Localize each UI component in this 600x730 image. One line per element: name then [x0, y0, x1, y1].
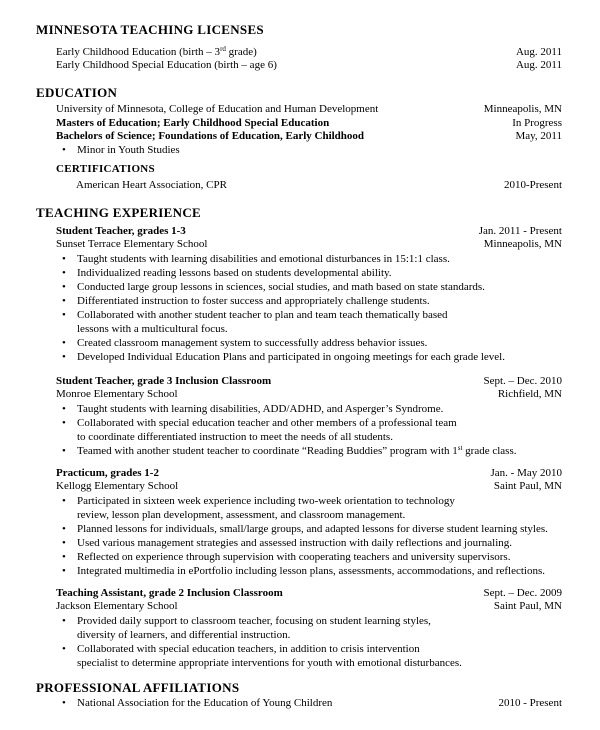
education-bachelors-row: Bachelors of Science; Foundations of Education, Early Childhood May, 2011: [56, 130, 562, 142]
job-title-row: Student Teacher, grades 1-3 Jan. 2011 - Present: [56, 225, 562, 237]
education-masters-row: Masters of Education; Early Childhood Special Education In Progress: [56, 117, 562, 129]
licenses-heading: MINNESOTA TEACHING LICENSES: [36, 22, 264, 37]
job-place-row: Jackson Elementary School Saint Paul, MN: [56, 600, 562, 612]
job-title-row: Practicum, grades 1-2 Jan. - May 2010: [56, 467, 562, 479]
certification-row: American Heart Association, CPR 2010-Present: [76, 179, 562, 191]
job-place-row: Monroe Elementary School Richfield, MN: [56, 388, 562, 400]
license-row: Early Childhood Special Education (birth – age 6) Aug. 2011: [56, 59, 562, 71]
affiliations-heading: PROFESSIONAL AFFILIATIONS: [36, 680, 240, 695]
job-title-row: Student Teacher, grade 3 Inclusion Classroom Sept. – Dec. 2010: [56, 375, 562, 387]
education-heading: EDUCATION: [36, 85, 118, 100]
license-row: Early Childhood Education (birth – 3rd grade) Aug. 2011: [56, 45, 562, 58]
resume-page: MINNESOTA TEACHING LICENSES Early Childhood Education (birth – 3rd grade) Aug. 2011 Early Childhood Special Education (birth – age 6) Aug. 2011 EDUCATION University of Minnesota, College of Education and Human Development Minneapolis, MN Masters of Education; Early Childhood Special Education In Progress Bachelors of Science; Foundations of Education, Early Childhood May, 2011 • Minor in Youth Studies CERTIFICATIONS American Heart Association, CPR 2010-Present TEACHING EXPERIENCE Student Teacher, grades 1-3 Jan. 2011 - Present Sunset Terrace Elementary School Minneapolis, MN • Taught students with learning disabilities and emotional disturbances in 15:1:1 class. • Individualized reading lessons based on students developmental ability. • Conducted large group lessons in sciences, social studies, and math based on state standards. • Differentiated instruction to foster success and appropriately challenge students. • Collaborated with another student teacher to plan and team teach thematically based lessons with a multicultural focus. • Created classroom management system to successfully address behavior issues. • Developed Individual Education Plans and participated in ongoing meetings for each grade level. Student Teacher, grade 3 Inclusion Classroom Sept. – Dec. 2010 Monroe Elementary School Richfield, MN • Taught students with learning disabilities, ADD/ADHD, and Asperger’s Syndrome. • Collaborated with special education teacher and other members of a professional team to coordinate differentiated instruction to meet the needs of all students. • Teamed with another student teacher to coordinate “Reading Buddies” program with 1st grade class. Practicum, grades 1-2 Jan. - May 2010 Kellogg Elementary School Saint Paul, MN • Participated in sixteen week experience including two-week orientation to technology review, lesson plan development, assessment, and classroom management. • Planned lessons for individuals, small/large groups, and adapted lessons for diverse student learning styles. • Used various management strategies and assessed instruction with daily reflections and journaling. • Reflected on experience through supervision with cooperating teachers and university supervisors. • Integrated multimedia in ePortfolio including lesson plans, assessments, accommodations, and reflections. Teaching Assistant, grade 2 Inclusion Classroom Sept. – Dec. 2009 Jackson Elementary School Saint Paul, MN • Provided daily support to classroom teacher, focusing on student learning styles, diversity of learners, and differential instruction. • Collaborated with special education teachers, in addition to crisis intervention specialist to determine appropriate interventions for youth with emotional disturbances. PROFESSIONAL AFFILIATIONS • National Association for the Education of Young Children 2010 - Present: [36, 22, 562, 709]
job-place-row: Kellogg Elementary School Saint Paul, MN: [56, 480, 562, 492]
education-school-row: University of Minnesota, College of Education and Human Development Minneapolis, MN: [56, 103, 562, 115]
certifications-heading: CERTIFICATIONS: [56, 163, 155, 175]
job-title-row: Teaching Assistant, grade 2 Inclusion Classroom Sept. – Dec. 2009: [56, 587, 562, 599]
job-place-row: Sunset Terrace Elementary School Minneapolis, MN: [56, 238, 562, 250]
experience-heading: TEACHING EXPERIENCE: [36, 205, 201, 220]
